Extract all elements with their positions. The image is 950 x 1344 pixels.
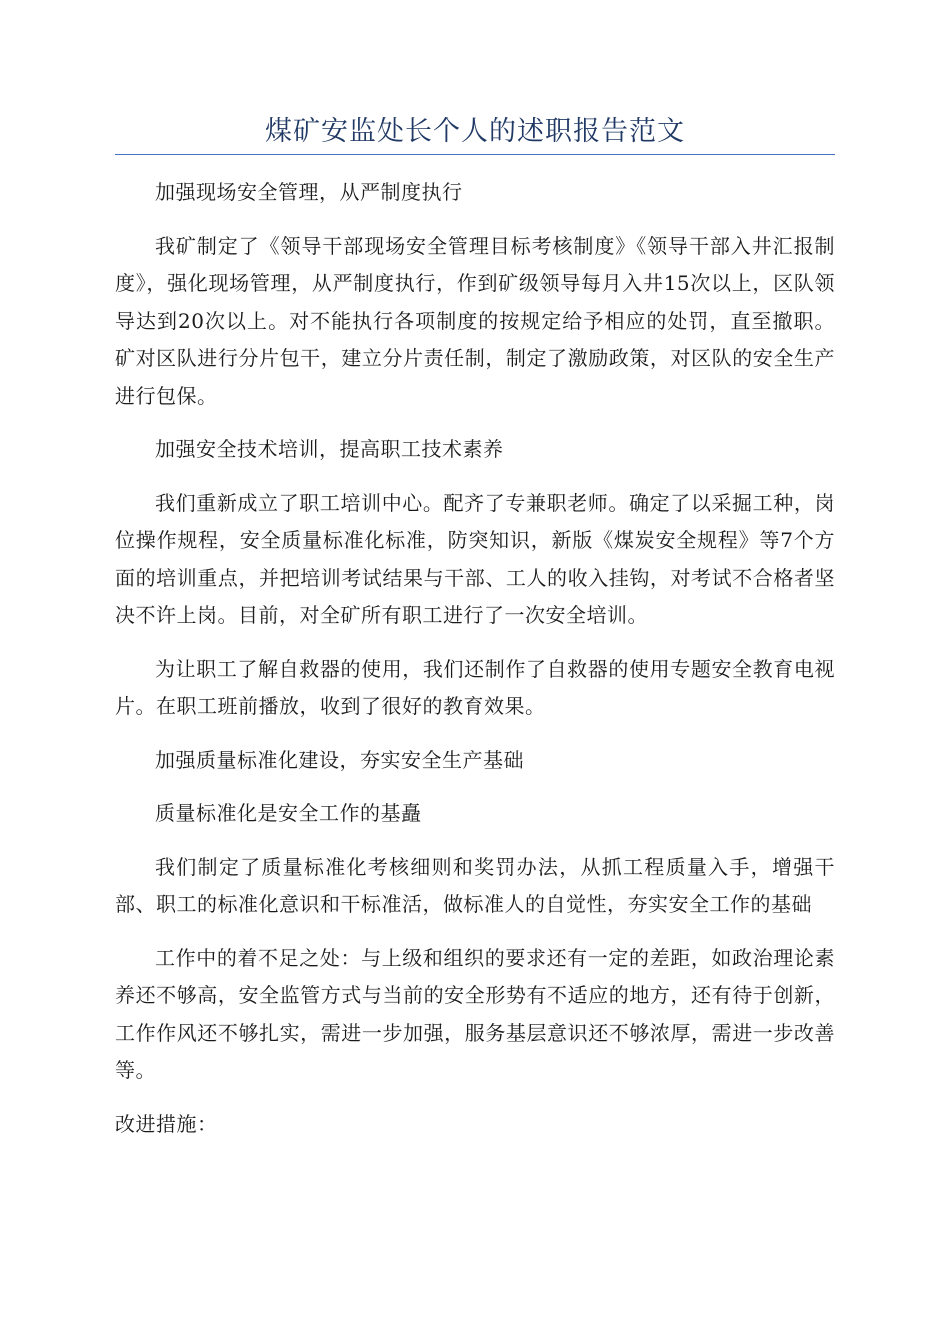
paragraph-shortcomings: 工作中的着不足之处：与上级和组织的要求还有一定的差距，如政治理论素养还不够高，安全监管方式与当前的安全形势有不适应的地方，还有待于创新，工作作风还不够扎实，需进一步加强，服务基层意识还不够浓厚，需进一步改善等。 xyxy=(115,945,835,1082)
paragraph-standardization-basis: 质量标准化是安全工作的基矗 xyxy=(155,801,422,825)
paragraph-training: 我们重新成立了职工培训中心。配齐了专兼职老师。确定了以采掘工种，岗位操作规程，安全质量标准化标准，防突知识，新版《煤炭安全规程》等7个方面的培训重点，并把培训考试结果与干部、工人的收入挂钩，对考试不合格者坚决不许上岗。目前，对全矿所有职工进行了一次安全培训。 xyxy=(115,490,835,627)
paragraph-site-safety: 我矿制定了《领导干部现场安全管理目标考核制度》《领导干部入井汇报制度》，强化现场管理，从严制度执行，作到矿级领导每月入井15次以上，区队领导达到20次以上。对不能执行各项制度的按规定给予相应的处罚，直至撤职。矿对区队进行分片包干，建立分片责任制，制定了激励政策，对区队的安全生产进行包保。 xyxy=(115,233,835,408)
title-underline xyxy=(115,154,835,155)
paragraph-standardization-measures: 我们制定了质量标准化考核细则和奖罚办法，从抓工程质量入手，增强干部、职工的标准化意识和干标准活，做标准人的自觉性，夯实安全工作的基础 xyxy=(115,854,835,916)
section-heading-site-safety: 加强现场安全管理，从严制度执行 xyxy=(155,180,463,204)
document-title: 煤矿安监处长个人的述职报告范文 xyxy=(265,116,685,147)
section-heading-standardization: 加强质量标准化建设，夯实安全生产基础 xyxy=(155,747,524,772)
document-body xyxy=(115,174,835,1159)
section-heading-training: 加强安全技术培训，提高职工技术素养 xyxy=(155,437,504,461)
paragraph-self-rescuer: 为让职工了解自救器的使用，我们还制作了自救器的使用专题安全教育电视片。在职工班前播放，收到了很好的教育效果。 xyxy=(115,656,835,718)
closing-heading: 改进措施： xyxy=(115,1111,218,1136)
